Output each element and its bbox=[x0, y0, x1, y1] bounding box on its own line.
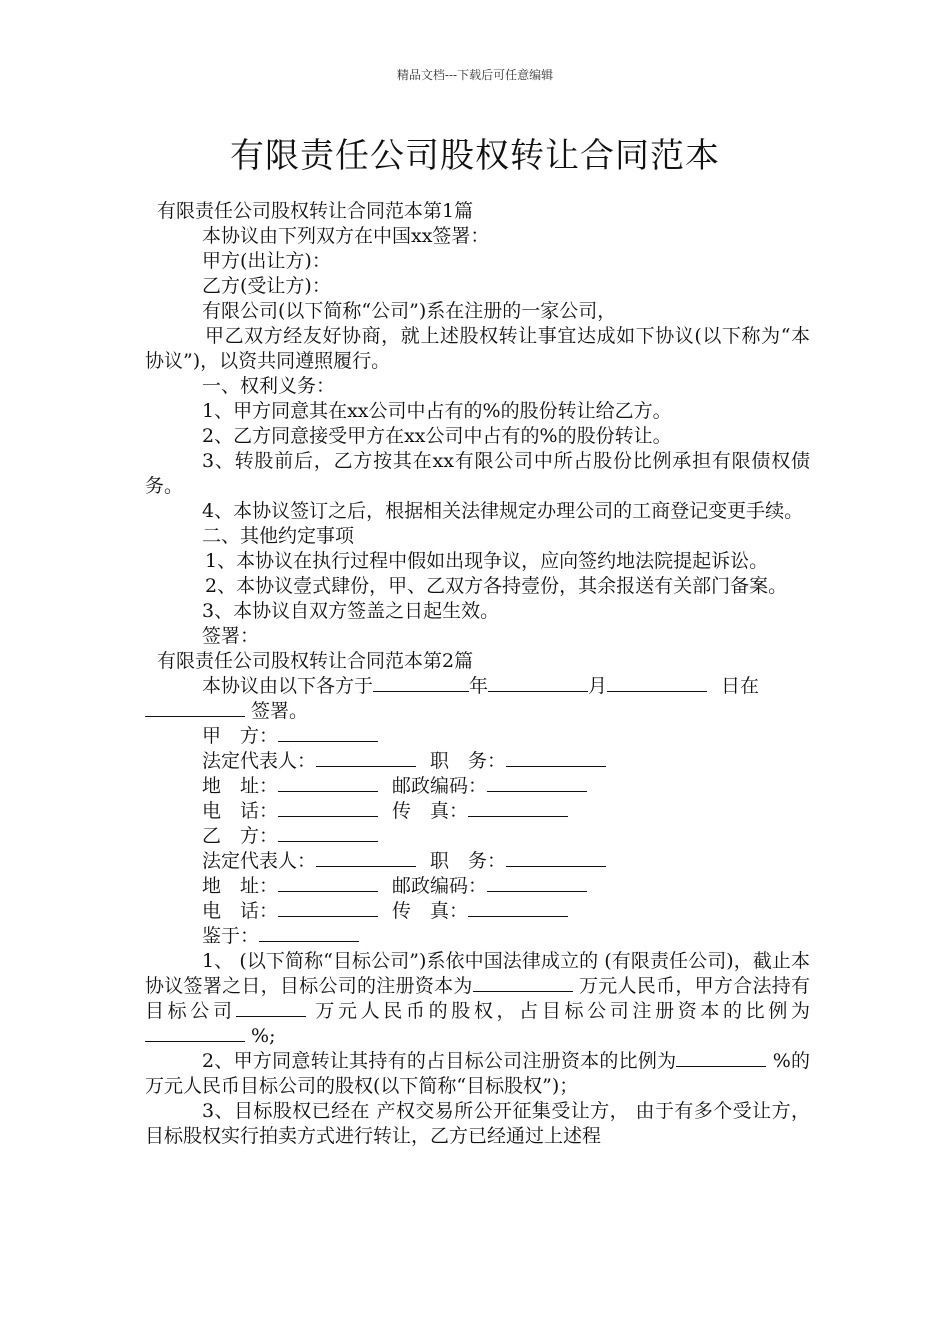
clause-text: 万元人民币的股权，占目标公司注册资本的比例为 bbox=[315, 1000, 810, 1022]
address-postcode-line bbox=[145, 774, 810, 799]
part2-heading: 有限责任公司股权转让合同范本第2篇 bbox=[157, 650, 474, 672]
field-label: 电 话： bbox=[202, 800, 279, 822]
blank-field bbox=[506, 749, 606, 767]
clause-3: 3、目标股权已经在 产权交易所公开征集受让方， 由于有多个受让方，目标股权实行拍卖方式进行转让，乙方已经通过上述程 bbox=[145, 1100, 810, 1147]
section1-item: 1、甲方同意其在xx公司中占有的%的股份转让给乙方。 bbox=[202, 400, 672, 422]
field-label: 职 务： bbox=[430, 750, 507, 772]
party-a-label: 甲方(出让方)： bbox=[202, 250, 331, 272]
document-title: 有限责任公司股权转让合同范本 bbox=[230, 136, 720, 176]
party-b-field bbox=[145, 824, 810, 849]
blank-field bbox=[278, 799, 378, 817]
blank-field bbox=[278, 774, 378, 792]
blank-field bbox=[259, 924, 359, 942]
field-label: 电 话： bbox=[202, 900, 279, 922]
signed-label: 签署。 bbox=[251, 700, 309, 722]
clause-text: 万元人民币，甲方合法持有目标公司 bbox=[145, 975, 810, 1022]
agreement-paragraph: 甲乙双方经友好协商，就上述股权转让事宜达成如下协议(以下称为“本协议”)，以资共同遵照履行。 bbox=[145, 325, 810, 372]
field-label: 传 真： bbox=[392, 900, 469, 922]
document-body bbox=[145, 199, 810, 1149]
whereas-line bbox=[145, 924, 810, 949]
clause-text: %的 万元人民币目标公司的股权(以下简称“目标股权”)； bbox=[145, 1050, 810, 1097]
phone-fax-line bbox=[145, 799, 810, 824]
clause-text: 1、 (以下简称“目标公司”)系依中国法律成立的 (有限责任公司)，截止本协议签署之日，目标公司的注册资本为 bbox=[145, 950, 810, 997]
field-label: 法定代表人： bbox=[202, 850, 317, 872]
field-label: 地 址： bbox=[202, 875, 279, 897]
blank-field bbox=[145, 1024, 245, 1042]
blank-field bbox=[316, 749, 416, 767]
party-a-field bbox=[145, 724, 810, 749]
blank-field bbox=[488, 674, 588, 692]
blank-field bbox=[316, 849, 416, 867]
company-line: 有限公司(以下简称“公司”)系在注册的一家公司， bbox=[202, 300, 617, 322]
section1-item: 3、转股前后，乙方按其在xx有限公司中所占股份比例承担有限债权债务。 bbox=[145, 450, 810, 497]
blank-field bbox=[236, 999, 306, 1017]
address-postcode-line bbox=[145, 874, 810, 899]
part2-intro-line bbox=[145, 674, 810, 699]
field-label: 邮政编码： bbox=[392, 775, 488, 797]
section1-item: 2、乙方同意接受甲方在xx公司中占有的%的股份转让。 bbox=[202, 425, 672, 447]
blank-field bbox=[468, 899, 568, 917]
blank-field bbox=[373, 674, 469, 692]
field-label: 传 真： bbox=[392, 800, 469, 822]
section1-heading: 一、权利义务： bbox=[202, 375, 336, 397]
part1-heading: 有限责任公司股权转让合同范本第1篇 bbox=[157, 200, 474, 222]
blank-field bbox=[468, 799, 568, 817]
section2-heading: 二、其他约定事项 bbox=[202, 525, 355, 547]
blank-field bbox=[487, 774, 587, 792]
signed-line bbox=[145, 699, 810, 724]
blank-field bbox=[145, 699, 245, 717]
clause-1 bbox=[145, 949, 810, 1049]
field-label: 甲 方： bbox=[202, 725, 279, 747]
blank-field bbox=[487, 874, 587, 892]
blank-field bbox=[676, 1049, 766, 1067]
field-label: 法定代表人： bbox=[202, 750, 317, 772]
blank-field bbox=[278, 899, 378, 917]
party-b-label: 乙方(受让方)： bbox=[202, 275, 331, 297]
field-label: 地 址： bbox=[202, 775, 279, 797]
year-label: 年 bbox=[469, 675, 489, 697]
section2-item: 3、本协议自双方签盖之日起生效。 bbox=[202, 600, 500, 622]
phone-fax-line bbox=[145, 899, 810, 924]
blank-field bbox=[506, 849, 606, 867]
rep-position-line bbox=[145, 749, 810, 774]
clause-2 bbox=[145, 1049, 810, 1099]
blank-field bbox=[473, 974, 573, 992]
field-label: 乙 方： bbox=[202, 825, 279, 847]
field-label: 鉴于： bbox=[202, 925, 260, 947]
field-label: 职 务： bbox=[430, 850, 507, 872]
section2-item: 2、本协议壹式肆份，甲、乙双方各持壹份，其余报送有关部门备案。 bbox=[205, 575, 788, 597]
day-label: 日在 bbox=[721, 675, 760, 697]
rep-position-line bbox=[145, 849, 810, 874]
blank-field bbox=[278, 824, 378, 842]
blank-field bbox=[607, 674, 707, 692]
clause-text: 2、甲方同意转让其持有的占目标公司注册资本的比例为 bbox=[202, 1050, 677, 1072]
part1-intro: 本协议由下列双方在中国xx签署： bbox=[202, 225, 490, 247]
signature-label: 签署： bbox=[202, 625, 260, 647]
section2-item: 1、本协议在执行过程中假如出现争议，应向签约地法院提起诉讼。 bbox=[205, 550, 769, 572]
intro-text: 本协议由以下各方于 bbox=[202, 675, 374, 697]
clause-text: %; bbox=[251, 1025, 276, 1047]
month-label: 月 bbox=[588, 675, 608, 697]
section1-item: 4、本协议签订之后，根据相关法律规定办理公司的工商登记变更手续。 bbox=[202, 500, 804, 522]
blank-field bbox=[278, 874, 378, 892]
blank-field bbox=[278, 724, 378, 742]
page-header: 精品文档---下载后可任意编辑 bbox=[396, 68, 554, 82]
field-label: 邮政编码： bbox=[392, 875, 488, 897]
